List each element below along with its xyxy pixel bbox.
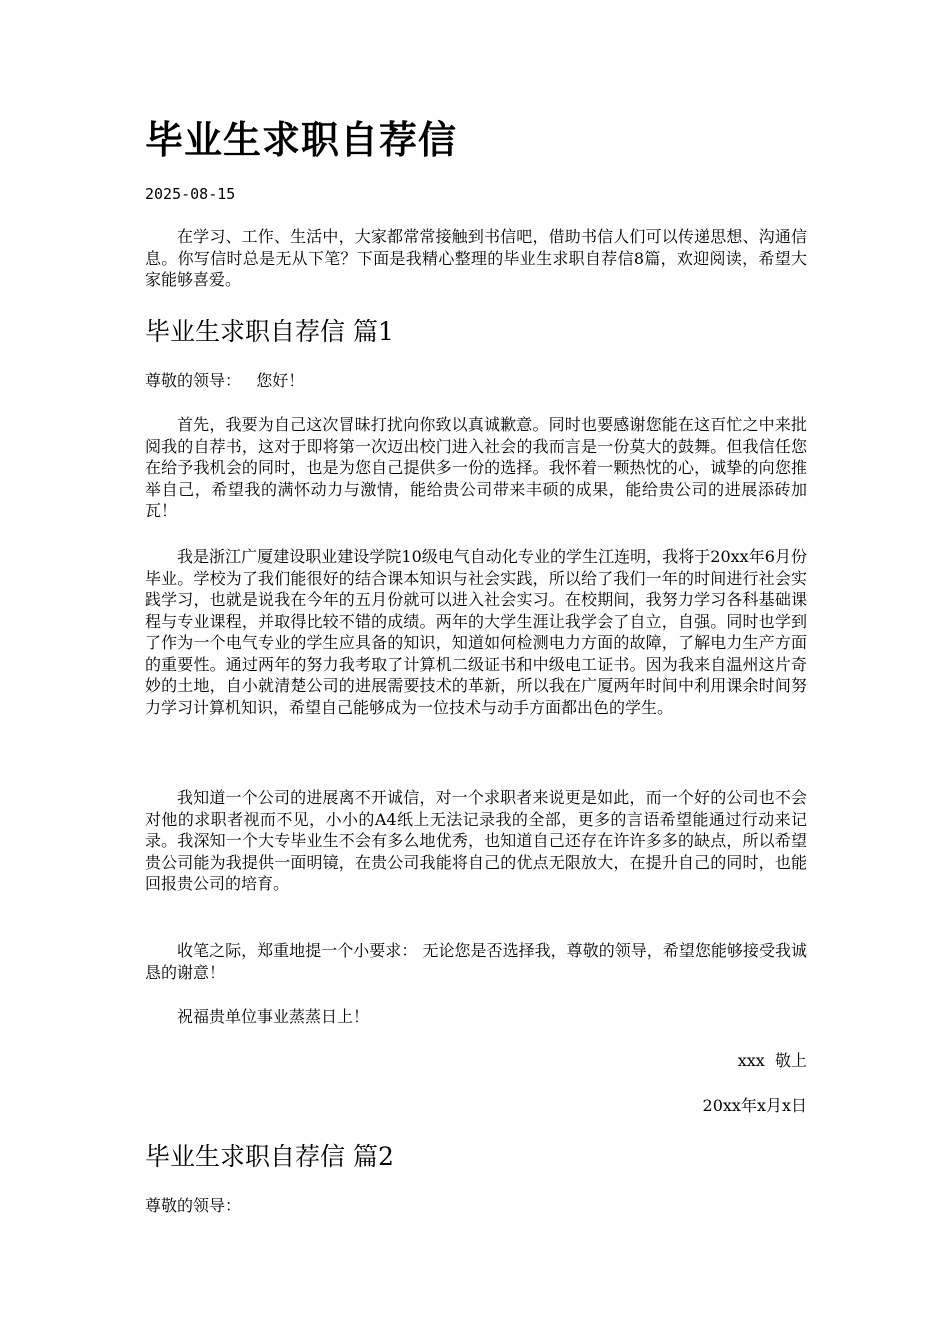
section-1-paragraph-2: 我是浙江广厦建设职业建设学院10级电气自动化专业的学生江连明，我将于20xx年6月份毕业。学校为了我们能很好的结合课本知识与社会实践，所以给了我们一年的时间进行社会实践学习，也就是说我在今年的五月份就可以进入社会实习。在校期间，我努力学习各科基础课程与专业课程，并取得比较不错的成绩。两年的大学生涯让我学会了自立，自强。同时也学到了作为一个电气专业的学生应具备的知识，知道如何检测电力方面的故障，了解电力生产方面的重要性。通过两年的努力我考取了计算机二级证书和中级电工证书。因为我来自温州这片奇妙的土地，自小就清楚公司的进展需要技术的革新，所以我在广厦两年时间中利用课余时间努力学习计算机知识，希望自己能够成为一位技术与动手方面都出色的学生。 — [145, 547, 807, 717]
section-1-paragraph-4: 收笔之际，郑重地提一个小要求： 无论您是否选择我，尊敬的领导，希望您能够接受我诚恳的谢意！ — [145, 941, 807, 982]
section-1-heading: 毕业生求职自荐信 篇1 — [145, 317, 394, 346]
publish-date: 2025-08-15 — [145, 185, 236, 203]
section-1-salutation: 尊敬的领导： 您好！ — [145, 371, 305, 390]
intro-paragraph: 在学习、工作、生活中，大家都常常接触到书信吧，借助书信人们可以传递思想、沟通信息。你写信时总是无从下笔？下面是我精心整理的毕业生求职自荐信8篇，欢迎阅读，希望大家能够喜爱。 — [145, 227, 807, 289]
page-title: 毕业生求职自荐信 — [145, 117, 458, 162]
section-1-signature: xxx 敬上 — [737, 1051, 807, 1070]
section-2-heading: 毕业生求职自荐信 篇2 — [145, 1142, 394, 1171]
section-1-sign-date: 20xx年x月x日 — [702, 1096, 807, 1115]
section-1-paragraph-3: 我知道一个公司的进展离不开诚信，对一个求职者来说更是如此，而一个好的公司也不会对他的求职者视而不见，小小的A4纸上无法记录我的全部，更多的言语希望能通过行动来记录。我深知一个大专毕业生不会有多么地优秀，也知道自己还存在许许多多的缺点，所以希望贵公司能为我提供一面明镜，在贵公司我能将自己的优点无限放大，在提升自己的同时，也能回报贵公司的培育。 — [145, 788, 807, 893]
section-1-paragraph-5: 祝福贵单位事业蒸蒸日上！ — [177, 1007, 370, 1026]
section-1-paragraph-1: 首先，我要为自己这次冒昧打扰向你致以真诚歉意。同时也要感谢您能在这百忙之中来批阅我的自荐书，这对于即将第一次迈出校门进入社会的我而言是一份莫大的鼓舞。但我信任您在给予我机会的同时，也是为您自己提供多一份的选择。我怀着一颗热忱的心，诚挚的向您推举自己，希望我的满怀动力与激情，能给贵公司带来丰硕的成果，能给贵公司的进展添砖加瓦！ — [145, 415, 807, 520]
section-2-salutation: 尊敬的领导： — [145, 1196, 242, 1215]
